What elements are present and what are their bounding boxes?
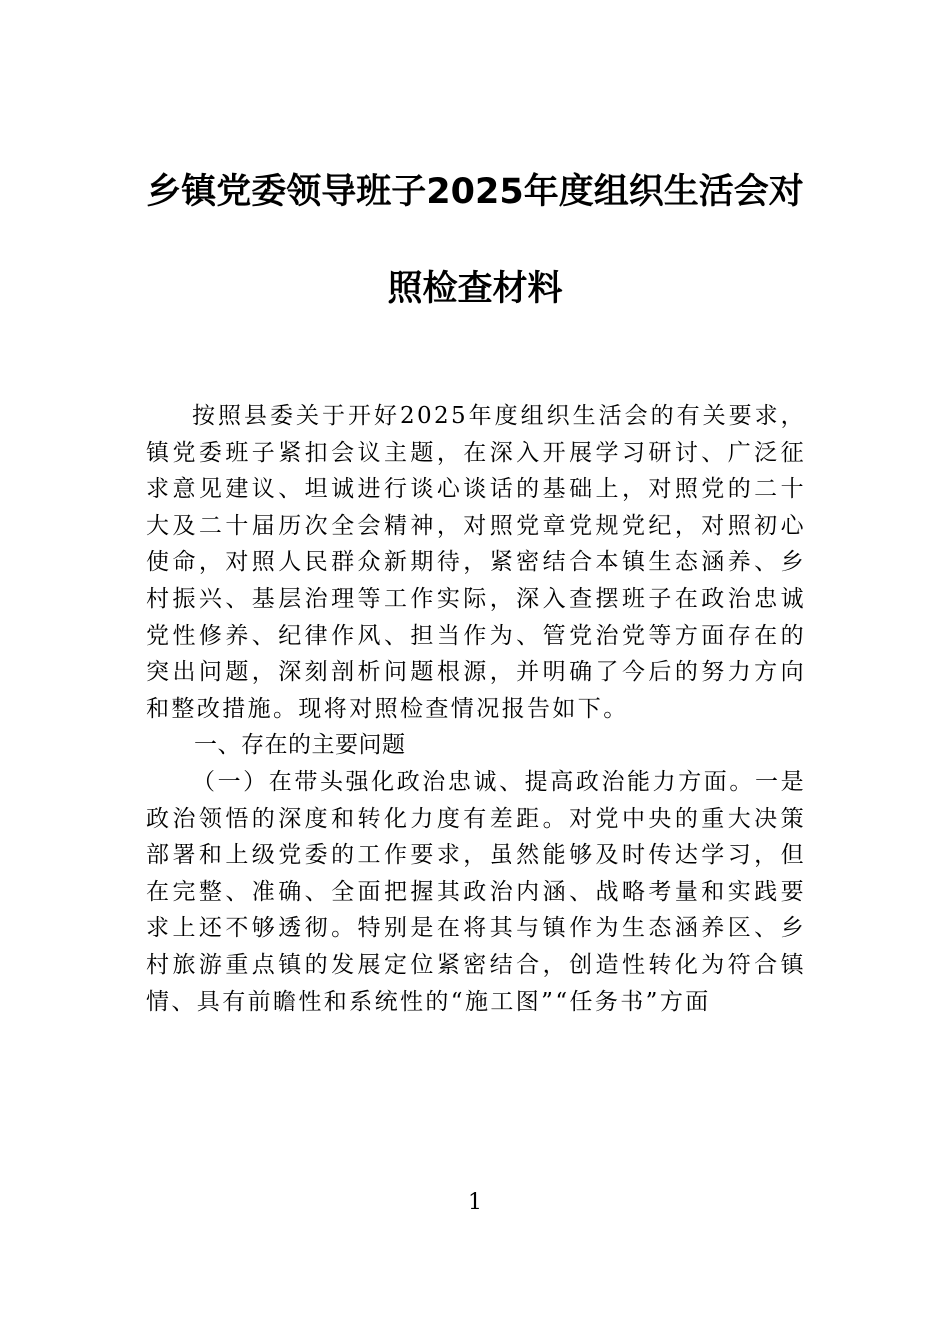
subsection-paragraph (146, 764, 806, 1020)
document-title-line-2: 照检查材料 (387, 269, 563, 309)
document-body (146, 398, 806, 1020)
page-number: 1 (468, 1190, 482, 1215)
intro-paragraph: 按照县委关于开好2025年度组织生活会的有关要求，镇党委班子紧扣会议主题，在深入开展学习研讨、广泛征求意见建议、坦诚进行谈心谈话的基础上，对照党的二十大及二十届历次全会精神，对照党章党规党纪，对照初心使命，对照人民群众新期待，紧密结合本镇生态涵养、乡村振兴、基层治理等工作实际，深入查摆班子在政治忠诚党性修养、纪律作风、担当作为、管党治党等方面存在的突出问题，深刻剖析问题根源，并明确了今后的努力方向和整改措施。现将对照检查情况报告如下。 (146, 403, 806, 722)
document-title-line-1: 乡镇党委领导班子2025年度组织生活会对 (146, 172, 804, 212)
subsection-body: 一是政治领悟的深度和转化力度有差距。对党中央的重大决策部署和上级党委的工作要求，虽然能够及时传达学习，但在完整、准确、全面把握其政治内涵、战略考量和实践要求上还不够透彻。特别是在将其与镇作为生态涵养区、乡村旅游重点镇的发展定位紧密结合，创造性转化为符合镇情、具有前瞻性和系统性的“施工图”“任务书”方面 (146, 768, 806, 1015)
section-heading-problems: 一、存在的主要问题 (194, 732, 406, 759)
subsection-heading: （一）在带头强化政治忠诚、提高政治能力方面。 (192, 768, 755, 795)
